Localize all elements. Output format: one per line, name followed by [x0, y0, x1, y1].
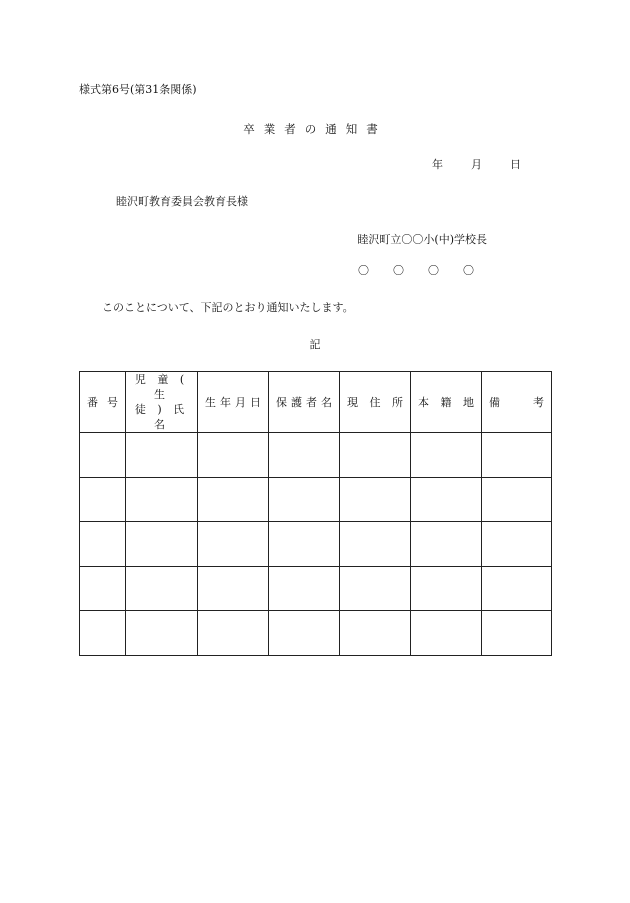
table-cell[interactable]: [411, 611, 482, 656]
date-line: [432, 156, 521, 172]
sender-name-marks: [358, 262, 498, 278]
table-cell[interactable]: [126, 477, 198, 522]
table-cell[interactable]: [411, 566, 482, 611]
table-cell[interactable]: [126, 611, 198, 656]
table-row: [80, 477, 552, 522]
table-cell[interactable]: [198, 566, 269, 611]
table-cell[interactable]: [269, 477, 340, 522]
table-cell[interactable]: [411, 433, 482, 478]
sender-title: 睦沢町立〇〇小(中)学校長: [357, 233, 487, 246]
table-cell[interactable]: [482, 566, 552, 611]
date-day: 日: [510, 158, 521, 171]
table-cell[interactable]: [80, 566, 126, 611]
table-cell[interactable]: [198, 611, 269, 656]
name-mark: 〇: [393, 264, 404, 277]
document-title: 卒業者の通知書: [243, 122, 387, 136]
table-cell[interactable]: [80, 522, 126, 567]
table-cell[interactable]: [269, 433, 340, 478]
table-cell[interactable]: [482, 433, 552, 478]
table-cell[interactable]: [482, 477, 552, 522]
header-current-address: 現住所: [340, 372, 411, 433]
table-cell[interactable]: [126, 522, 198, 567]
table-cell[interactable]: [198, 433, 269, 478]
table-header-row: [80, 372, 552, 433]
ki-heading: 記: [309, 338, 321, 351]
table-cell[interactable]: [340, 522, 411, 567]
table-cell[interactable]: [80, 433, 126, 478]
header-child-name: 児 童 ( 生 徒 ) 氏 名: [126, 372, 198, 433]
header-registered-domicile: 本籍地: [411, 372, 482, 433]
table-cell[interactable]: [198, 522, 269, 567]
header-number: 番号: [80, 372, 126, 433]
form-number-label: 様式第6号(第31条関係): [79, 83, 197, 96]
table-cell[interactable]: [80, 477, 126, 522]
header-guardian-name: 保護者名: [269, 372, 340, 433]
table-cell[interactable]: [482, 611, 552, 656]
table-row: [80, 611, 552, 656]
header-birthdate: 生年月日: [198, 372, 269, 433]
table-row: [80, 566, 552, 611]
name-mark: 〇: [428, 264, 439, 277]
table-cell[interactable]: [80, 611, 126, 656]
date-month: 月: [471, 158, 482, 171]
name-mark: 〇: [463, 264, 474, 277]
table-row: [80, 522, 552, 567]
date-year: 年: [432, 158, 443, 171]
table-cell[interactable]: [340, 566, 411, 611]
table-cell[interactable]: [340, 611, 411, 656]
addressee: 睦沢町教育委員会教育長様: [116, 195, 248, 208]
body-text: このことについて、下記のとおり通知いたします。: [102, 301, 354, 314]
table-row: [80, 433, 552, 478]
table-cell[interactable]: [126, 433, 198, 478]
table-cell[interactable]: [340, 433, 411, 478]
table-cell[interactable]: [482, 522, 552, 567]
table-cell[interactable]: [198, 477, 269, 522]
graduates-table: [79, 371, 552, 656]
table-cell[interactable]: [411, 477, 482, 522]
table-cell[interactable]: [269, 611, 340, 656]
table-cell[interactable]: [126, 566, 198, 611]
table-cell[interactable]: [269, 522, 340, 567]
table-cell[interactable]: [269, 566, 340, 611]
table-cell[interactable]: [411, 522, 482, 567]
name-mark: 〇: [358, 264, 369, 277]
header-remarks: 備考: [482, 372, 552, 433]
table-cell[interactable]: [340, 477, 411, 522]
table-body: [80, 433, 552, 656]
